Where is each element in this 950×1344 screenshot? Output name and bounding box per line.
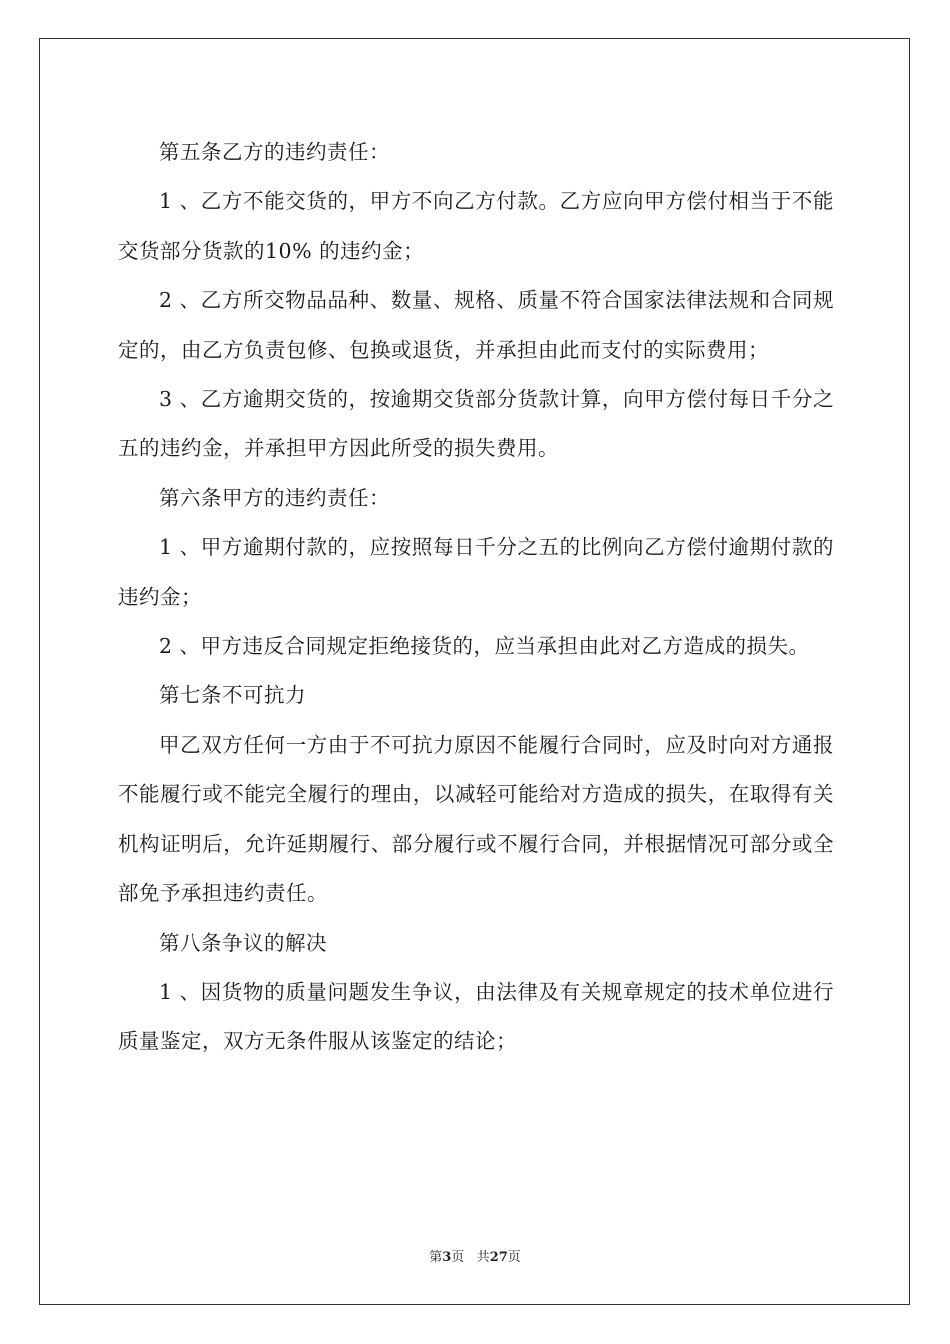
paragraph: 1 、乙方不能交货的，甲方不向乙方付款。乙方应向甲方偿付相当于不能交货部分货款的10% 的违约金；: [118, 189, 834, 263]
page-suffix: 页: [451, 1250, 465, 1265]
page-number: 3: [442, 1250, 452, 1265]
page-prefix: 第: [429, 1250, 443, 1265]
paragraph: 2 、乙方所交物品品种、数量、规格、质量不符合国家法律法规和合同规定的，由乙方负责包修、包换或退货，并承担由此而支付的实际费用；: [118, 288, 834, 362]
paragraph: 第六条甲方的违约责任：: [159, 485, 390, 510]
total-pages: 27: [489, 1250, 508, 1265]
paragraph: 第八条争议的解决: [159, 930, 327, 955]
paragraph: 1 、因货物的质量问题发生争议，由法律及有关规章规定的技术单位进行质量鉴定，双方无条件服从该鉴定的结论；: [118, 979, 834, 1054]
paragraph: 第五条乙方的违约责任：: [159, 140, 390, 164]
paragraph: 1 、甲方逾期付款的，应按照每日千分之五的比例向乙方偿付逾期付款的违约金；: [118, 535, 834, 609]
paragraph: 2 、甲方违反合同规定拒绝接货的，应当承担由此对乙方造成的损失。: [159, 634, 810, 659]
paragraph: 第七条不可抗力: [159, 683, 306, 708]
page-footer: [0, 1246, 950, 1265]
document-body: [118, 128, 834, 1067]
paragraph: 甲乙双方任何一方由于不可抗力原因不能履行合同时，应及时向对方通报不能履行或不能完全履行的理由，以减轻可能给对方造成的损失，在取得有关机构证明后，允许延期履行、部分履行或不履行合同，并根据情况可部分或全部免予承担违约责任。: [118, 732, 834, 906]
paragraph: 3 、乙方逾期交货的，按逾期交货部分货款计算，向甲方偿付每日千分之五的违约金，并承担甲方因此所受的损失费用。: [118, 387, 834, 461]
total-prefix: 共: [476, 1250, 490, 1265]
total-suffix: 页: [507, 1250, 521, 1265]
